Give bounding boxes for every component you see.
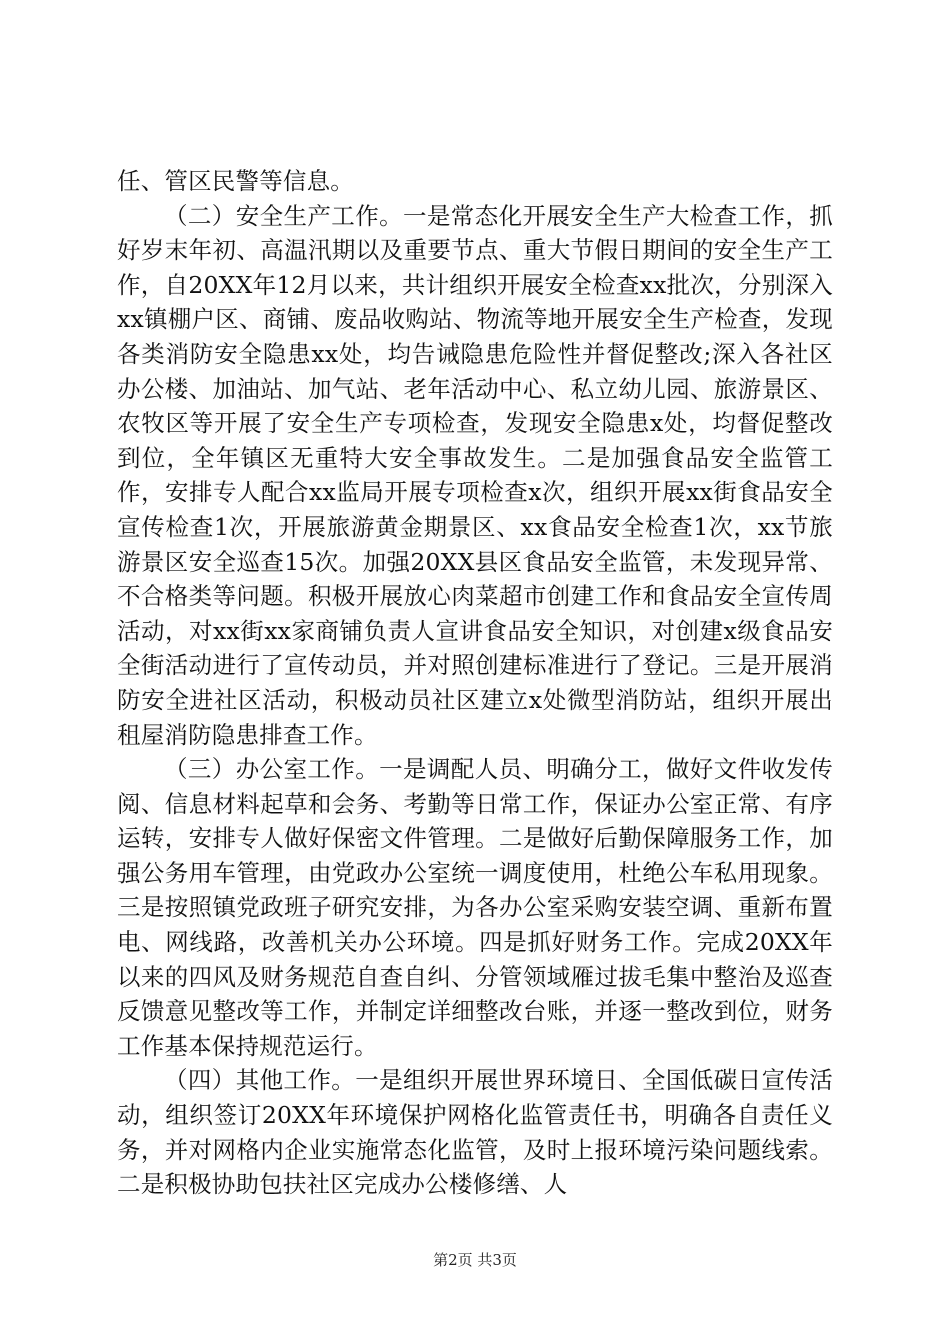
paragraph-safety-production: （二）安全生产工作。一是常态化开展安全生产大检查工作，抓好岁末年初、高温汛期以及重要节点、重大节假日期间的安全生产工作，自20XX年12月以来，共计组织开展安全检查xx批次，分别深入xx镇棚户区、商铺、废品收购站、物流等地开展安全生产检查，发现各类消防安全隐患xx处，均告诫隐患危险性并督促整改;深入各社区办公楼、加油站、加气站、老年活动中心、私立幼儿园、旅游景区、农牧区等开展了安全生产专项检查，发现安全隐患x处，均督促整改到位，全年镇区无重特大安全事故发生。二是加强食品安全监管工作，安排专人配合xx监局开展专项检查x次，组织开展xx街食品安全宣传检查1次，开展旅游黄金期景区、xx食品安全检查1次，xx节旅游景区安全巡查15次。加强20XX县区食品安全监管，未发现异常、不合格类等问题。积极开展放心肉菜超市创建工作和食品安全宣传周活动，对xx街xx家商铺负责人宣讲食品安全知识，对创建x级食品安全街活动进行了宣传动员，并对照创建标准进行了登记。三是开展消防安全进社区活动，积极动员社区建立x处微型消防站，组织开展出租屋消防隐患排查工作。 [117, 201, 833, 749]
paragraph-office-work: （三）办公室工作。一是调配人员、明确分工，做好文件收发传阅、信息材料起草和会务、考勤等日常工作，保证办公室正常、有序运转，安排专人做好保密文件管理。二是做好后勤保障服务工作，加强公务用车管理，由党政办公室统一调度使用，杜绝公车私用现象。三是按照镇党政班子研究安排，为各办公室采购安装空调、重新布置电、网线路，改善机关办公环境。四是抓好财务工作。完成20XX年以来的四风及财务规范自查自纠、分管领域雁过拔毛集中整治及巡查反馈意见整改等工作，并制定详细整改台账，并逐一整改到位，财务工作基本保持规范运行。 [117, 755, 833, 1060]
paragraph-continuation: 任、管区民警等信息。 [117, 167, 354, 195]
paragraph-other-work: （四）其他工作。一是组织开展世界环境日、全国低碳日宣传活动，组织签订20XX年环境保护网格化监管责任书，明确各自责任义务，并对网格内企业实施常态化监管，及时上报环境污染问题线索。二是积极协助包扶社区完成办公楼修缮、人 [117, 1066, 833, 1199]
document-body [117, 164, 833, 1202]
page-number-footer: 第2页 共3页 [433, 1251, 517, 1269]
